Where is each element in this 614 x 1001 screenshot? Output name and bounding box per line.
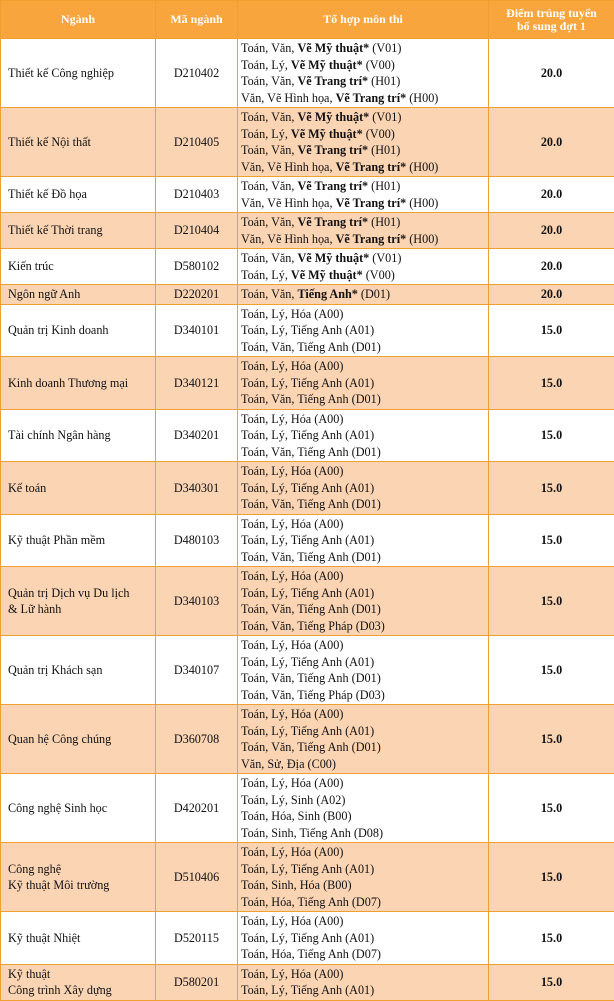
to-hop-text: Toán, Lý, Tiếng Anh (A01) xyxy=(241,983,374,997)
table-row xyxy=(1,285,614,305)
nganh-text: Thiết kế Nội thất xyxy=(8,134,155,151)
nganh-text: Kỹ thuật Môi trường xyxy=(8,877,155,894)
to-hop-text: Toán, Văn, Tiếng Anh (D01) xyxy=(241,445,381,459)
cell-nganh xyxy=(1,177,156,213)
nganh-text: Tài chính Ngân hàng xyxy=(8,427,155,444)
to-hop-line xyxy=(241,231,488,248)
cell-to-hop xyxy=(238,843,489,912)
to-hop-text: Văn, Vẽ Hình họa, xyxy=(241,160,336,174)
table-row xyxy=(1,843,614,912)
table-row xyxy=(1,304,614,357)
to-hop-line xyxy=(241,57,488,74)
to-hop-line xyxy=(241,427,488,444)
to-hop-text: Văn, Vẽ Hình họa, xyxy=(241,196,336,210)
to-hop-line xyxy=(241,775,488,792)
cell-diem: 15.0 xyxy=(489,705,614,774)
to-hop-text: (V01) xyxy=(369,110,401,124)
to-hop-text: (H01) xyxy=(368,143,400,157)
to-hop-line xyxy=(241,391,488,408)
to-hop-subject-bold: Vẽ Trang trí* xyxy=(297,215,368,229)
cell-nganh xyxy=(1,636,156,705)
cell-ma-nganh: D420201 xyxy=(156,774,238,843)
table-row xyxy=(1,108,614,177)
cell-ma-nganh: D580201 xyxy=(156,964,238,1000)
to-hop-line xyxy=(241,267,488,284)
to-hop-subject-bold: Vẽ Trang trí* xyxy=(336,196,407,210)
to-hop-subject-bold: Vẽ Mỹ thuật* xyxy=(297,110,369,124)
nganh-text: Kế toán xyxy=(8,480,155,497)
nganh-text: Công nghệ Sinh học xyxy=(8,800,155,817)
cell-ma-nganh: D220201 xyxy=(156,285,238,305)
cell-ma-nganh: D480103 xyxy=(156,514,238,567)
to-hop-line xyxy=(241,756,488,773)
cell-nganh xyxy=(1,567,156,636)
to-hop-text: Toán, Văn, Tiếng Anh (D01) xyxy=(241,392,381,406)
to-hop-line xyxy=(241,637,488,654)
nganh-text: Kinh doanh Thương mại xyxy=(8,375,155,392)
to-hop-text: Toán, Lý, Tiếng Anh (A01) xyxy=(241,655,374,669)
to-hop-line xyxy=(241,178,488,195)
to-hop-text: (H01) xyxy=(368,74,400,88)
to-hop-line xyxy=(241,195,488,212)
cell-nganh xyxy=(1,705,156,774)
to-hop-text: Toán, Văn, Tiếng Anh (D01) xyxy=(241,671,381,685)
to-hop-subject-bold: Vẽ Trang trí* xyxy=(297,143,368,157)
to-hop-subject-bold: Vẽ Mỹ thuật* xyxy=(297,251,369,265)
to-hop-text: Toán, Lý, Hóa (A00) xyxy=(241,517,343,531)
to-hop-text: (D01) xyxy=(358,287,390,301)
header-diem xyxy=(489,1,614,39)
cell-to-hop xyxy=(238,636,489,705)
cell-ma-nganh: D580102 xyxy=(156,249,238,285)
to-hop-text: Toán, Văn, xyxy=(241,41,297,55)
to-hop-line xyxy=(241,142,488,159)
cell-to-hop xyxy=(238,462,489,515)
to-hop-text: Toán, Lý, xyxy=(241,127,291,141)
to-hop-line xyxy=(241,585,488,602)
header-row xyxy=(1,1,614,39)
cell-to-hop xyxy=(238,108,489,177)
to-hop-text: Toán, Lý, Hóa (A00) xyxy=(241,359,343,373)
nganh-text: & Lữ hành xyxy=(8,601,155,618)
cell-nganh xyxy=(1,213,156,249)
table-row xyxy=(1,774,614,843)
to-hop-text: Toán, Lý, Hóa (A00) xyxy=(241,914,343,928)
table-row xyxy=(1,636,614,705)
cell-diem: 15.0 xyxy=(489,304,614,357)
cell-ma-nganh: D340101 xyxy=(156,304,238,357)
to-hop-line xyxy=(241,966,488,983)
cell-diem: 15.0 xyxy=(489,636,614,705)
table-row xyxy=(1,177,614,213)
table-row xyxy=(1,357,614,410)
table-row xyxy=(1,249,614,285)
nganh-text: Công nghệ xyxy=(8,861,155,878)
to-hop-line xyxy=(241,306,488,323)
to-hop-text: Toán, Văn, xyxy=(241,110,297,124)
to-hop-text: Toán, Lý, Hóa (A00) xyxy=(241,967,343,981)
cell-diem: 20.0 xyxy=(489,39,614,108)
to-hop-line xyxy=(241,913,488,930)
to-hop-line xyxy=(241,549,488,566)
to-hop-text: (V00) xyxy=(363,127,395,141)
cell-ma-nganh: D360708 xyxy=(156,705,238,774)
nganh-text: Quản trị Khách sạn xyxy=(8,662,155,679)
cell-diem: 15.0 xyxy=(489,912,614,965)
to-hop-line xyxy=(241,126,488,143)
cell-to-hop xyxy=(238,213,489,249)
to-hop-line xyxy=(241,930,488,947)
to-hop-line xyxy=(241,601,488,618)
to-hop-text: (H01) xyxy=(368,215,400,229)
to-hop-text: Toán, Văn, Tiếng Pháp (D03) xyxy=(241,688,385,702)
cell-to-hop xyxy=(238,357,489,410)
table-row xyxy=(1,213,614,249)
to-hop-line xyxy=(241,687,488,704)
cell-to-hop xyxy=(238,964,489,1000)
table-body xyxy=(1,39,614,1001)
to-hop-text: Toán, Lý, Hóa (A00) xyxy=(241,776,343,790)
to-hop-text: (V01) xyxy=(369,251,401,265)
header-nganh: Ngành xyxy=(1,1,156,39)
cell-ma-nganh: D340201 xyxy=(156,409,238,462)
to-hop-text: Toán, Văn, Tiếng Anh (D01) xyxy=(241,497,381,511)
table-row xyxy=(1,964,614,1000)
to-hop-subject-bold: Tiếng Anh* xyxy=(297,287,357,301)
cell-diem: 15.0 xyxy=(489,567,614,636)
to-hop-line xyxy=(241,480,488,497)
to-hop-subject-bold: Vẽ Trang trí* xyxy=(297,74,368,88)
to-hop-subject-bold: Vẽ Trang trí* xyxy=(336,232,407,246)
nganh-text: Công trình Xây dựng xyxy=(8,982,155,999)
to-hop-text: Toán, Lý, Hóa (A00) xyxy=(241,638,343,652)
to-hop-line xyxy=(241,739,488,756)
to-hop-line xyxy=(241,463,488,480)
to-hop-line xyxy=(241,844,488,861)
cell-diem: 20.0 xyxy=(489,285,614,305)
cell-nganh xyxy=(1,964,156,1000)
to-hop-line xyxy=(241,706,488,723)
to-hop-text: Văn, Vẽ Hình họa, xyxy=(241,232,336,246)
to-hop-text: Toán, Văn, xyxy=(241,143,297,157)
cell-ma-nganh: D210404 xyxy=(156,213,238,249)
nganh-text: Kỹ thuật xyxy=(8,966,155,983)
to-hop-line xyxy=(241,825,488,842)
to-hop-text: Toán, Sinh, Tiếng Anh (D08) xyxy=(241,826,383,840)
to-hop-text: Toán, Lý, Hóa (A00) xyxy=(241,845,343,859)
to-hop-text: Toán, Lý, Hóa (A00) xyxy=(241,412,343,426)
nganh-text: Thiết kế Công nghiệp xyxy=(8,65,155,82)
to-hop-line xyxy=(241,250,488,267)
nganh-text: Ngôn ngữ Anh xyxy=(8,286,155,303)
to-hop-text: Toán, Văn, xyxy=(241,179,297,193)
to-hop-line xyxy=(241,444,488,461)
nganh-text: Thiết kế Đồ họa xyxy=(8,186,155,203)
cell-nganh xyxy=(1,462,156,515)
to-hop-text: Toán, Lý, Tiếng Anh (A01) xyxy=(241,862,374,876)
to-hop-line xyxy=(241,808,488,825)
to-hop-text: Toán, Hóa, Tiếng Anh (D07) xyxy=(241,947,381,961)
cell-nganh xyxy=(1,843,156,912)
cell-diem: 15.0 xyxy=(489,357,614,410)
nganh-text: Quan hệ Công chúng xyxy=(8,731,155,748)
to-hop-text: (V00) xyxy=(363,58,395,72)
cell-ma-nganh: D520115 xyxy=(156,912,238,965)
cell-to-hop xyxy=(238,285,489,305)
to-hop-text: (H00) xyxy=(406,91,438,105)
cell-to-hop xyxy=(238,39,489,108)
cell-ma-nganh: D210405 xyxy=(156,108,238,177)
to-hop-subject-bold: Vẽ Mỹ thuật* xyxy=(291,127,363,141)
table-row xyxy=(1,39,614,108)
to-hop-text: Toán, Văn, Tiếng Anh (D01) xyxy=(241,550,381,564)
to-hop-text: Toán, Hóa, Sinh (B00) xyxy=(241,809,352,823)
to-hop-subject-bold: Vẽ Trang trí* xyxy=(336,160,407,174)
to-hop-text: Văn, Vẽ Hình họa, xyxy=(241,91,336,105)
cell-to-hop xyxy=(238,567,489,636)
to-hop-line xyxy=(241,109,488,126)
cell-nganh xyxy=(1,108,156,177)
to-hop-text: Toán, Lý, Hóa (A00) xyxy=(241,569,343,583)
cell-to-hop xyxy=(238,912,489,965)
to-hop-line xyxy=(241,286,488,303)
to-hop-line xyxy=(241,946,488,963)
to-hop-text: Toán, Lý, Hóa (A00) xyxy=(241,307,343,321)
to-hop-subject-bold: Vẽ Trang trí* xyxy=(297,179,368,193)
to-hop-line xyxy=(241,894,488,911)
table-row xyxy=(1,705,614,774)
table-row xyxy=(1,567,614,636)
table-row xyxy=(1,462,614,515)
cell-to-hop xyxy=(238,249,489,285)
to-hop-text: Toán, Văn, Tiếng Anh (D01) xyxy=(241,740,381,754)
cell-diem: 15.0 xyxy=(489,843,614,912)
cell-diem: 20.0 xyxy=(489,213,614,249)
cell-diem: 20.0 xyxy=(489,249,614,285)
nganh-text: Kỹ thuật Phần mềm xyxy=(8,532,155,549)
to-hop-subject-bold: Vẽ Mỹ thuật* xyxy=(297,41,369,55)
to-hop-text: Toán, Văn, xyxy=(241,251,297,265)
header-to-hop: Tổ hợp môn thi xyxy=(238,1,489,39)
to-hop-text: Toán, Lý, Tiếng Anh (A01) xyxy=(241,481,374,495)
table-row xyxy=(1,912,614,965)
cell-to-hop xyxy=(238,774,489,843)
to-hop-line xyxy=(241,358,488,375)
to-hop-line xyxy=(241,654,488,671)
to-hop-text: Toán, Lý, Sinh (A02) xyxy=(241,793,345,807)
to-hop-line xyxy=(241,982,488,999)
cell-nganh xyxy=(1,774,156,843)
to-hop-text: Toán, Lý, Tiếng Anh (A01) xyxy=(241,323,374,337)
cell-nganh xyxy=(1,285,156,305)
to-hop-line xyxy=(241,877,488,894)
to-hop-line xyxy=(241,73,488,90)
to-hop-line xyxy=(241,339,488,356)
cell-nganh xyxy=(1,409,156,462)
to-hop-text: Toán, Lý, Hóa (A00) xyxy=(241,464,343,478)
to-hop-text: Toán, Văn, Tiếng Anh (D01) xyxy=(241,602,381,616)
to-hop-text: Toán, Lý, xyxy=(241,58,291,72)
to-hop-text: Toán, Văn, xyxy=(241,287,297,301)
cell-to-hop xyxy=(238,705,489,774)
nganh-text: Kỹ thuật Nhiệt xyxy=(8,930,155,947)
to-hop-text: Toán, Hóa, Tiếng Anh (D07) xyxy=(241,895,381,909)
to-hop-subject-bold: Vẽ Mỹ thuật* xyxy=(291,268,363,282)
to-hop-line xyxy=(241,516,488,533)
to-hop-text: Toán, Lý, Tiếng Anh (A01) xyxy=(241,931,374,945)
to-hop-line xyxy=(241,618,488,635)
to-hop-line xyxy=(241,214,488,231)
table-row xyxy=(1,409,614,462)
cell-diem: 15.0 xyxy=(489,774,614,843)
to-hop-line xyxy=(241,723,488,740)
nganh-text: Quản trị Kinh doanh xyxy=(8,322,155,339)
cell-diem: 15.0 xyxy=(489,964,614,1000)
cell-ma-nganh: D340107 xyxy=(156,636,238,705)
cell-to-hop xyxy=(238,514,489,567)
cell-to-hop xyxy=(238,177,489,213)
to-hop-line xyxy=(241,322,488,339)
header-diem-line1: Điểm trúng tuyển xyxy=(489,7,614,20)
to-hop-text: Toán, Lý, Tiếng Anh (A01) xyxy=(241,586,374,600)
cell-diem: 20.0 xyxy=(489,177,614,213)
to-hop-line xyxy=(241,375,488,392)
cell-ma-nganh: D340301 xyxy=(156,462,238,515)
to-hop-text: Toán, Lý, Tiếng Anh (A01) xyxy=(241,724,374,738)
to-hop-text: (V01) xyxy=(369,41,401,55)
cell-nganh xyxy=(1,357,156,410)
to-hop-text: Toán, Văn, Tiếng Pháp (D03) xyxy=(241,619,385,633)
to-hop-subject-bold: Vẽ Mỹ thuật* xyxy=(291,58,363,72)
cell-ma-nganh: D210402 xyxy=(156,39,238,108)
to-hop-text: (H00) xyxy=(406,196,438,210)
to-hop-text: (H00) xyxy=(406,232,438,246)
to-hop-text: Toán, Sinh, Hóa (B00) xyxy=(241,878,352,892)
cell-nganh xyxy=(1,514,156,567)
header-ma-nganh: Mã ngành xyxy=(156,1,238,39)
cell-diem: 15.0 xyxy=(489,514,614,567)
to-hop-line xyxy=(241,411,488,428)
to-hop-line xyxy=(241,861,488,878)
cell-nganh xyxy=(1,304,156,357)
to-hop-line xyxy=(241,496,488,513)
cell-ma-nganh: D340103 xyxy=(156,567,238,636)
to-hop-text: Toán, Lý, Tiếng Anh (A01) xyxy=(241,376,374,390)
cell-to-hop xyxy=(238,304,489,357)
cell-ma-nganh: D340121 xyxy=(156,357,238,410)
cell-diem: 20.0 xyxy=(489,108,614,177)
to-hop-line xyxy=(241,568,488,585)
table-row xyxy=(1,514,614,567)
cell-diem: 15.0 xyxy=(489,409,614,462)
to-hop-line xyxy=(241,532,488,549)
to-hop-text: (V00) xyxy=(363,268,395,282)
to-hop-text: (H01) xyxy=(368,179,400,193)
cell-diem: 15.0 xyxy=(489,462,614,515)
to-hop-text: Toán, Lý, Tiếng Anh (A01) xyxy=(241,428,374,442)
to-hop-line xyxy=(241,90,488,107)
cell-nganh xyxy=(1,249,156,285)
to-hop-line xyxy=(241,670,488,687)
to-hop-line xyxy=(241,159,488,176)
cell-ma-nganh: D210403 xyxy=(156,177,238,213)
cell-nganh xyxy=(1,39,156,108)
cell-to-hop xyxy=(238,409,489,462)
to-hop-text: Toán, Lý, Hóa (A00) xyxy=(241,707,343,721)
to-hop-line xyxy=(241,792,488,809)
to-hop-text: Toán, Lý, xyxy=(241,268,291,282)
nganh-text: Thiết kế Thời trang xyxy=(8,222,155,239)
to-hop-text: Văn, Sử, Địa (C00) xyxy=(241,757,336,771)
cell-ma-nganh: D510406 xyxy=(156,843,238,912)
to-hop-subject-bold: Vẽ Trang trí* xyxy=(336,91,407,105)
header-diem-line2: bổ sung đợt 1 xyxy=(489,20,614,33)
to-hop-text: Toán, Văn, Tiếng Anh (D01) xyxy=(241,340,381,354)
to-hop-text: (H00) xyxy=(406,160,438,174)
to-hop-text: Toán, Văn, xyxy=(241,74,297,88)
cell-nganh xyxy=(1,912,156,965)
to-hop-line xyxy=(241,40,488,57)
nganh-text: Quản trị Dịch vụ Du lịch xyxy=(8,585,155,602)
nganh-text: Kiến trúc xyxy=(8,258,155,275)
to-hop-text: Toán, Văn, xyxy=(241,215,297,229)
to-hop-text: Toán, Lý, Tiếng Anh (A01) xyxy=(241,533,374,547)
